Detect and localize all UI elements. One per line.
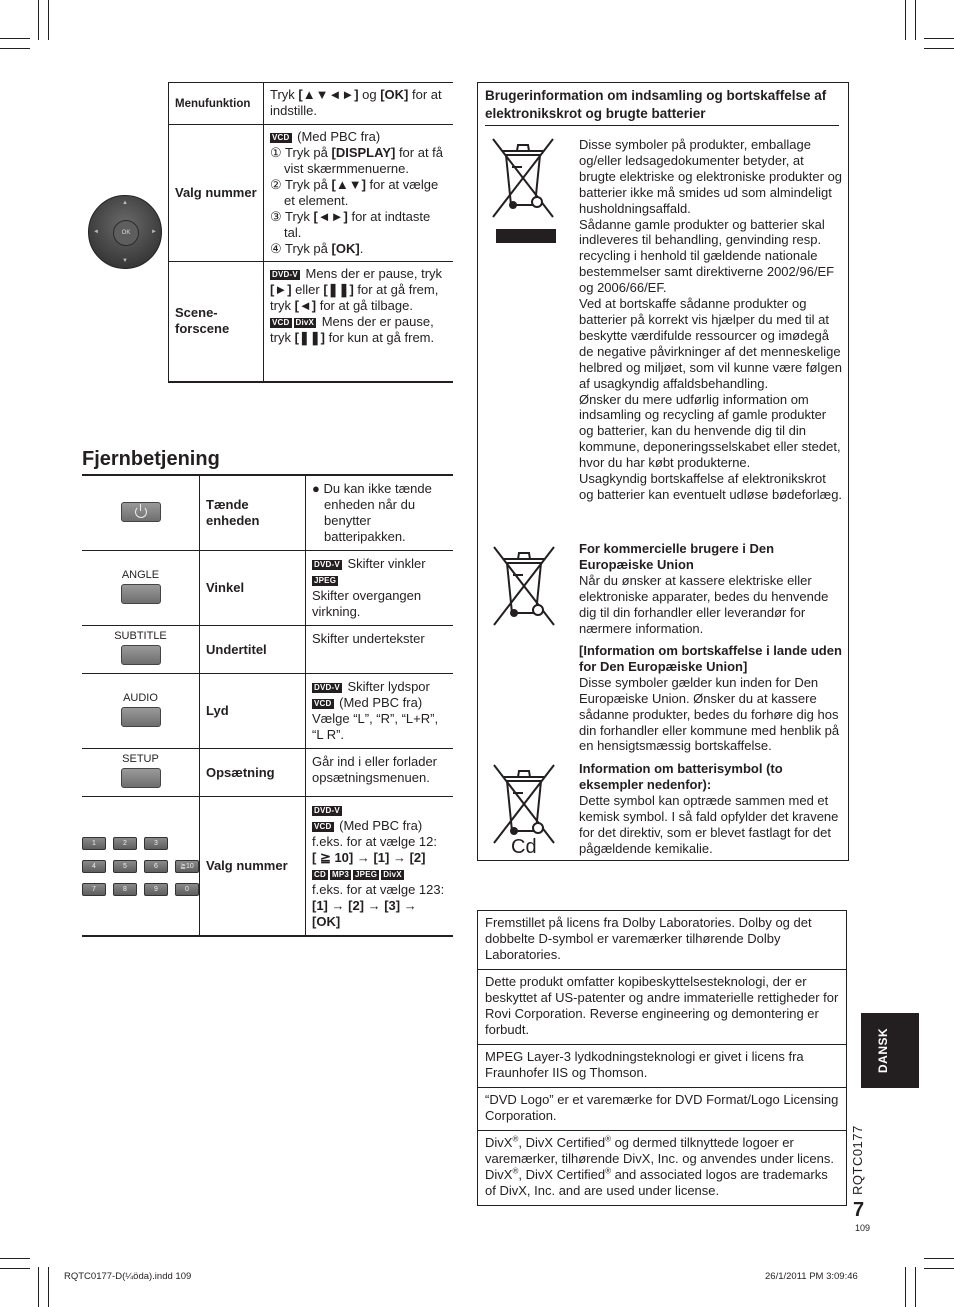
footer-file: RQTC0177-D(¼öda).indd 109 (64, 1271, 192, 1282)
crop-mark (924, 1258, 954, 1259)
disposal-body: Disse symboler på produkter, emballage og/eller ledsagedokumenter betyder, at brugte elektriske og elektroniske produkter og batterier ikke må smides ud som almindeligt husholdningsaffald. Sådanne gamle produkter og batterier skal indleveres til behandling, genvinding resp. recycling i henhold til gældende nationale bestemmelser samt direktiverne 2002/96/EF og 2006/66/EF. Ved at bortskaffe sådanne produkter og batterier på korrekt vis hjælper du med til at beskytte værdifulde ressourcer og imødegå de negative påvirkninger af det menneskelige helbred og miljøet, som vil kunne være følgen af usagkyndig affaldsbehandling. Ønsker du mere udførlig information om indsamling og recycling af gamle produkter og batterier, kan du henvende dig til din kommune, deponeringsselskabet eller stedet, hvor du har købt produkterne. Usagkyndig bortskaffelse af elektronikskrot og batterier kan eventuelt udløse bødeforlæg. (579, 137, 843, 502)
divx-tag: DivX (383, 870, 402, 879)
footer-date: 26/1/2011 PM 3:09:46 (765, 1271, 858, 1282)
power-desc: ● Du kan ikke tænde enheden når du benytter batteripakken. (306, 475, 454, 551)
audio-cell (82, 674, 200, 749)
angle-button-label: ANGLE (121, 568, 160, 581)
crop-mark (924, 48, 954, 49)
power-label: Tænde enheden (200, 475, 306, 551)
keypad-gap (175, 837, 199, 850)
remote-table (82, 474, 453, 937)
commercial-users-section: For kommercielle brugere i Den Europæiske Union Når du ønsker at kassere elektriske eller elektroniske apparater, bedes du henvende dig til din forhandler eller leverandør for nærmere information. (579, 541, 829, 636)
angle-button-icon (121, 584, 161, 604)
subtitle-label: Undertitel (200, 626, 306, 674)
scene-label: Scene-forscene (169, 262, 264, 382)
cd-symbol: Cd (511, 836, 537, 858)
setup-desc: Går ind i eller forlader opsætningsmenuen. (306, 749, 454, 797)
crop-mark (0, 48, 30, 49)
crop-mark (915, 0, 916, 40)
number-key: 8 (113, 883, 137, 896)
power-button-icon (121, 502, 161, 522)
power-cell (82, 475, 200, 551)
jpeg-tag: JPEG (314, 576, 337, 585)
audio-label: Lyd (200, 674, 306, 749)
dpad-cell (82, 83, 169, 382)
number-key: 9 (144, 883, 168, 896)
dvdv-tag: DVD-V (314, 806, 340, 815)
crossed-bin-icon (488, 763, 560, 845)
crop-mark (924, 1268, 954, 1269)
vcd-tag: VCD (272, 133, 290, 142)
crop-mark (905, 0, 906, 40)
subtitle-button-label: SUBTITLE (114, 630, 167, 642)
crop-mark (38, 0, 39, 40)
crop-mark (905, 1267, 906, 1307)
rovi-license: Dette produkt omfatter kopibeskyttelsesteknologi, der er beskyttet af US-patenter og andre immaterielle rettigheder for Rovi Corporation. Reverse engineering og demontering er forbudt. (478, 970, 847, 1045)
document-code: RQTC0177 (850, 1125, 865, 1195)
remote-heading: Fjernbetjening (82, 448, 220, 470)
scene-desc: DVD-V Mens der er pause, tryk [►] eller [❚❚] for at gå frem, tryk [◄] for at gå tilbage. VCD DivX Mens der er pause, tryk [❚❚] for kun at gå frem. (264, 262, 454, 382)
setup-label: Opsætning (200, 749, 306, 797)
page-sub-number: 109 (855, 1223, 871, 1233)
crop-mark (0, 38, 30, 39)
menu-function-table (82, 82, 453, 383)
vcd-tag: VCD (272, 318, 290, 327)
menu-function-desc: Tryk [▲▼◄►] og [OK] for at indstille. (264, 83, 454, 125)
audio-desc: DVD-V Skifter lydspor VCD (Med PBC fra) Vælge “L”, “R”, “L+R”, “L R”. (306, 674, 454, 749)
vcd-tag: VCD (314, 699, 332, 708)
numbers-label: Valg nummer (200, 797, 306, 937)
dolby-license: Fremstillet på licens fra Dolby Laboratories. Dolby og det dobbelte D-symbol er varemærker tilhørende Dolby Laboratories. (485, 915, 812, 962)
crossed-bin-icon (488, 137, 558, 219)
crop-mark (0, 1268, 30, 1269)
setup-cell (82, 749, 200, 797)
divx-tag: DivX (295, 318, 315, 327)
cd-tag: CD (314, 870, 326, 879)
dvdv-tag: DVD-V (272, 270, 298, 279)
crop-mark (48, 1267, 49, 1307)
outside-eu-section: [Information om bortskaffelse i lande uden for Den Europæiske Union] Disse symboler gælder kun inden for Den Europæiske Union. Ønsker du at kassere sådanne produkter, bedes du forhøre dig hos din forhandler eller kommune med henblik på en hensigtsmæssig bortskaffelse. (579, 643, 842, 754)
crop-mark (38, 1267, 39, 1307)
language-tab (861, 1013, 919, 1088)
angle-label: Vinkel (200, 551, 306, 626)
ok-label: OK (113, 220, 139, 246)
battery-symbol-section: Information om batterisymbol (to eksempler nedenfor): Dette symbol kan optræde sammen med et kemisk symbol. I så fald opfylder det kravene for det direktiv, som er blevet fastlagt for det pågældende kemikalie. (579, 761, 839, 856)
angle-desc: DVD-V Skifter vinkler JPEG Skifter overgangen virkning. (306, 551, 454, 626)
setup-button-label: SETUP (122, 753, 159, 765)
number-key: 6 (144, 860, 168, 873)
number-key: 1 (82, 837, 106, 850)
disposal-heading: Brugerinformation om indsamling og bortskaffelse af elektronikskrot og brugte batterier (485, 87, 839, 126)
crop-mark (924, 38, 954, 39)
license-table (477, 910, 847, 1206)
audio-button-icon (121, 707, 161, 727)
numbers-desc: DVD-V VCD (Med PBC fra) f.eks. for at vælge 12: [ ≧ 10] → [1] → [2] CD MP3 JPEG DivX f.eks. for at vælge 123: [1] → [2] → [3] → [OK] (306, 797, 454, 937)
setup-button-icon (121, 768, 161, 788)
vcd-tag: VCD (314, 822, 332, 831)
dvd-logo-license: “DVD Logo” er et varemærke for DVD Format/Logo Licensing Corporation. (478, 1088, 847, 1131)
crossed-bin-icon (488, 545, 560, 627)
menu-function-label: Menufunktion (169, 83, 264, 125)
crop-mark (0, 1258, 30, 1259)
subtitle-cell (82, 626, 200, 674)
number-key: 5 (113, 860, 137, 873)
select-number-desc: VCD (Med PBC fra) ① Tryk på [DISPLAY] for at få vist skærmmenuerne. ② Tryk på [▲▼] for at vælge et element. ③ Tryk [◄►] for at indtaste tal. ④ Tryk på [OK]. (264, 125, 454, 262)
number-key: ≧10 (175, 860, 199, 873)
page-number: 7 (853, 1199, 865, 1221)
mp3-tag: MP3 (331, 870, 350, 879)
crop-mark (48, 0, 49, 40)
disposal-info-box (477, 82, 849, 861)
number-key: 0 (175, 883, 199, 896)
number-key: 2 (113, 837, 137, 850)
select-number-label: Valg nummer (169, 125, 264, 262)
crop-mark (915, 1267, 916, 1307)
jpeg-tag: JPEG (355, 870, 378, 879)
number-keypad-icon (82, 837, 199, 896)
audio-button-label: AUDIO (123, 691, 158, 704)
subtitle-button-icon (121, 645, 161, 665)
number-key: 4 (82, 860, 106, 873)
number-keys-cell (82, 797, 200, 937)
mpeg-license: MPEG Layer-3 lydkodningsteknologi er givet i licens fra Fraunhofer IIS og Thomson. (478, 1045, 847, 1088)
dpad-icon: ▲ ▼ ◄ ► OK (88, 195, 162, 269)
number-key: 7 (82, 883, 106, 896)
angle-cell (82, 551, 200, 626)
bin-underline-bar (496, 229, 556, 243)
subtitle-desc: Skifter undertekster (306, 626, 454, 674)
dvdv-tag: DVD-V (314, 683, 340, 692)
divx-license: DivX®, DivX Certified® og dermed tilknyttede logoer er varemærker, tilhørende DivX, Inc. og anvendes under licens. DivX®, DivX Certified® and associated logos are trademarks of DivX, Inc. and are used under license. (478, 1131, 847, 1206)
number-key: 3 (144, 837, 168, 850)
dvdv-tag: DVD-V (314, 560, 340, 569)
language-label: DANSK (876, 1027, 890, 1073)
